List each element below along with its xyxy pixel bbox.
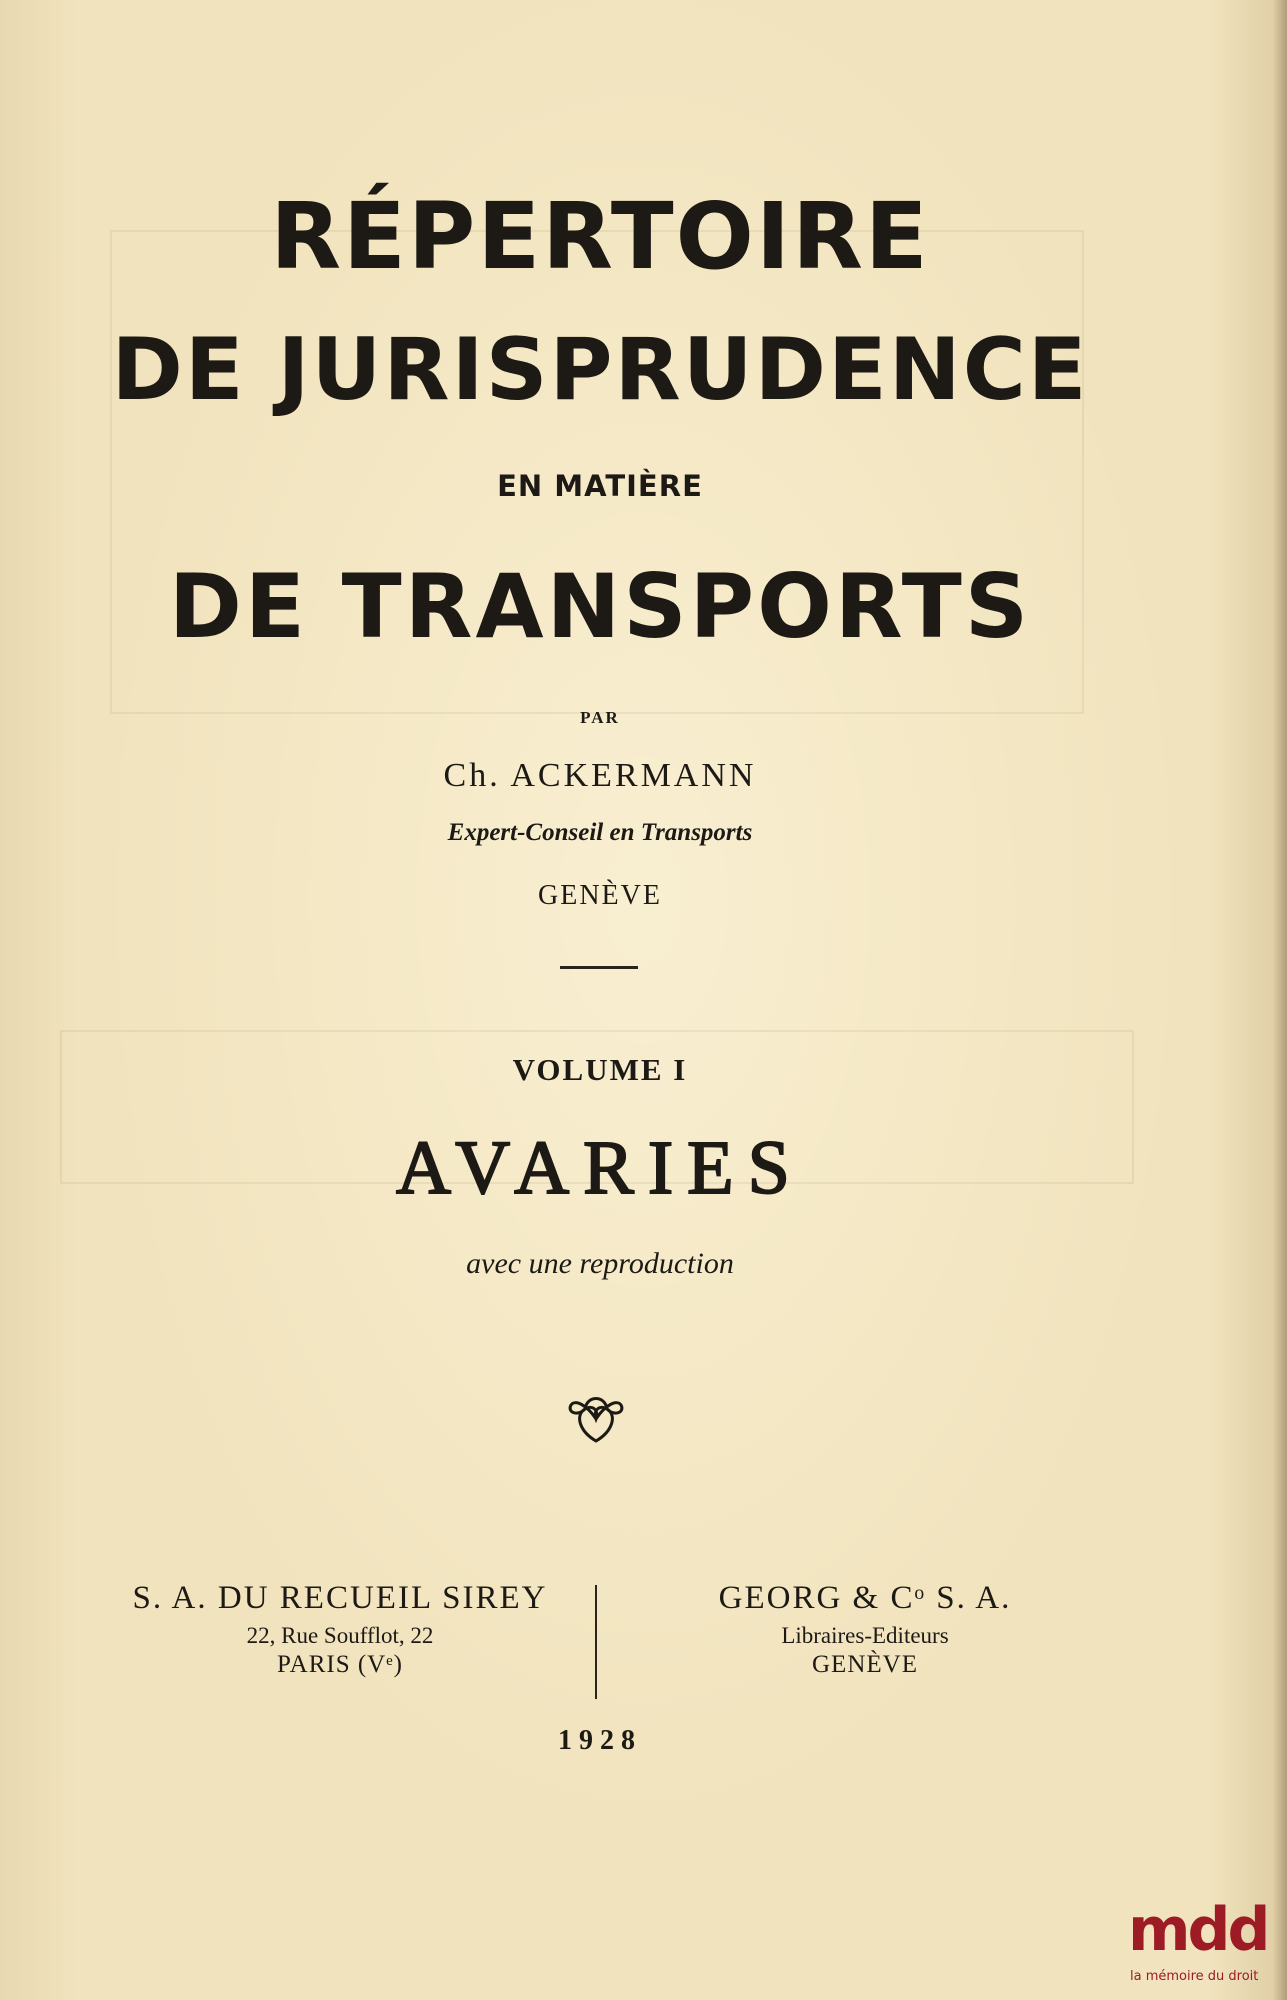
- author-prefix: Ch.: [443, 757, 501, 794]
- trefoil-ornament-icon: [565, 1385, 627, 1447]
- author-city: GENÈVE: [538, 880, 662, 911]
- by-label: PAR: [580, 708, 620, 727]
- title-line-2: DE JURISPRUDENCE: [111, 320, 1089, 420]
- volume-subject: AVARIES: [396, 1126, 804, 1210]
- volume-note: avec une reproduction: [466, 1247, 734, 1280]
- page-spine-shadow: [1273, 0, 1287, 2000]
- author-name: [0, 757, 1200, 795]
- mdd-watermark-logo: [1128, 1895, 1278, 1995]
- title-line-3: EN MATIÈRE: [497, 469, 703, 503]
- author-surname: ACKERMANN: [510, 757, 757, 794]
- publisher-sirey-city: PARIS (Vᵉ): [277, 1651, 403, 1678]
- title-line-4: DE TRANSPORTS: [168, 555, 1032, 658]
- publisher-georg-role: Libraires-Editeurs: [781, 1623, 949, 1648]
- mdd-tagline: la mémoire du droit: [1130, 1969, 1259, 1984]
- publisher-georg-city: GENÈVE: [812, 1651, 918, 1678]
- publisher-divider: [595, 1585, 597, 1699]
- publisher-sirey: [100, 1580, 580, 1679]
- publication-year: 1928: [558, 1725, 642, 1756]
- volume-label: VOLUME I: [512, 1052, 688, 1087]
- author-role: Expert-Conseil en Transports: [447, 819, 753, 846]
- publisher-sirey-address: 22, Rue Soufflot, 22: [246, 1623, 434, 1648]
- separator-rule: [560, 966, 638, 969]
- title-line-1: RÉPERTOIRE: [270, 183, 930, 290]
- publisher-sirey-name: S. A. DU RECUEIL SIREY: [132, 1580, 548, 1616]
- mdd-logo-text: mdd: [1128, 1895, 1268, 1965]
- publisher-georg-name: GEORG & Cᵒ S. A.: [718, 1580, 1012, 1616]
- publisher-georg: [640, 1580, 1090, 1679]
